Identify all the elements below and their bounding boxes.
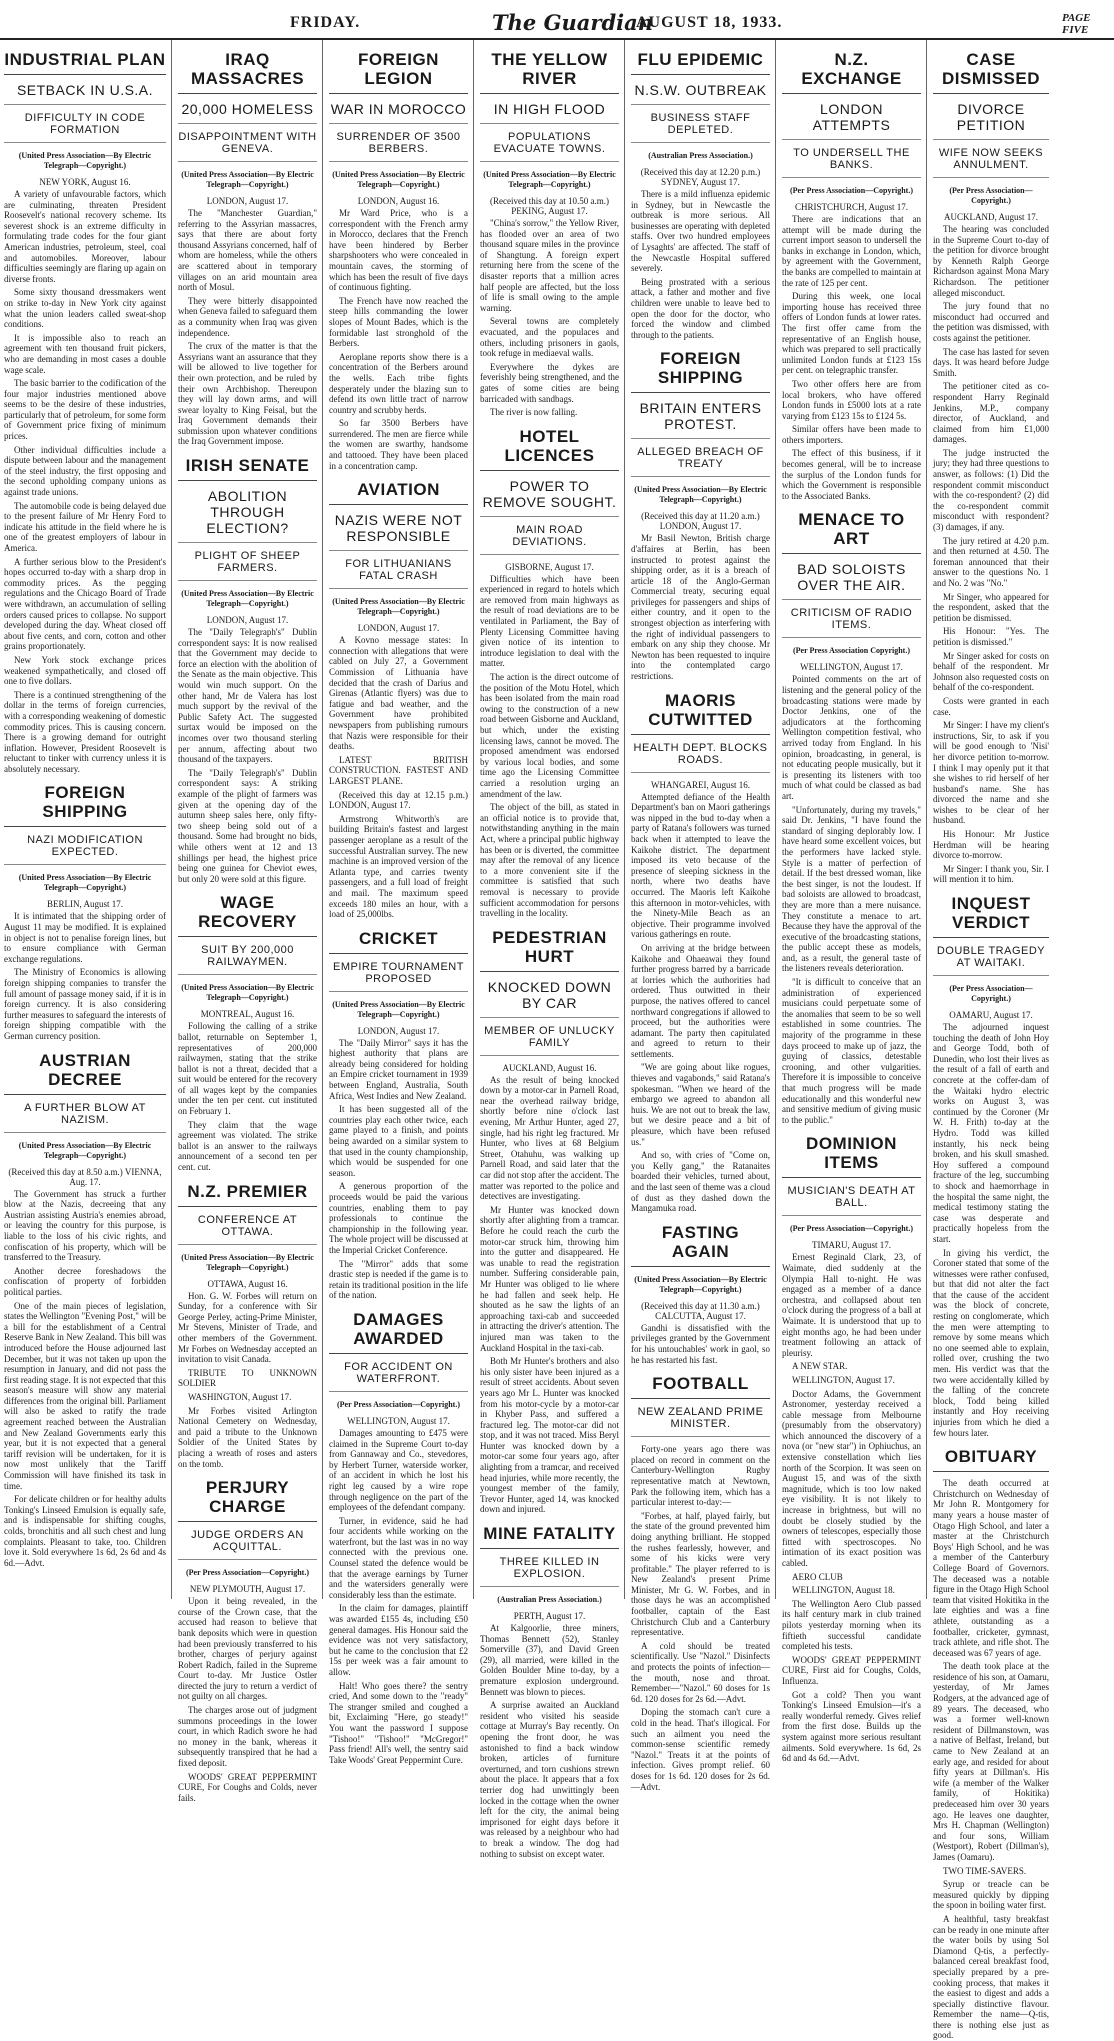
dateline: GISBORNE, August 17. — [505, 561, 594, 572]
story-paragraph: The adjourned inquest touching the death of John Hoy and George Todd, both of Dunedin, who lost their lives as the result of a fall of earth and concrete at the coffer-dam of the Waitaki hydro electric works on August 3, was continued by the Coroner (Mr W. H. Frith) to-day at the Hydro. Todd was killed instantly, his neck being broken, and his skull smashed. Hoy suffered a compound fracture of the leg, succumbing to shock and haemorrhage in the hospital the same night, the medical testimony stating the case was desperate and practically hopeless from the start. — [933, 1022, 1049, 1244]
dateline: CHRISTCHURCH, August 17. — [794, 202, 909, 212]
story-paragraph: During this week, one local importing house has received three offers of London funds at lower rates. The first offer came from the representative of an English house, which was prepared to sell practically unlimited London funds at £123 15s per cent. on telegraphic transfer. — [782, 291, 921, 376]
story-paragraph: The automobile code is being delayed due to the present failure of Mr Henry Ford to indicate his attitude in the field where he is one of the greatest employers of labour in America. — [4, 500, 166, 553]
story-paragraph: New York stock exchange prices weakened sympathetically, and closed off one to five dollars. — [4, 654, 166, 687]
story-headline: MAORIS CUTWITTED — [631, 691, 770, 735]
press-credit: (United Press Association—By Electric Telegraph—Copyright.) — [332, 597, 465, 617]
story-paragraph: Mr Singer asked for costs on behalf of the respondent. Mr Johnson also requested costs on behalf of the co-respondent. — [933, 650, 1049, 693]
story-body — [329, 208, 468, 471]
dateline: TIMARU, August 17. — [811, 1240, 891, 1251]
dateline: (Received this day at 10.50 a.m.) PEKING, August 17. — [490, 196, 609, 216]
dateline: BERLIN, August 17. — [46, 899, 123, 910]
press-credit: (Per Press Association—Copyright.) — [949, 984, 1033, 1004]
story-body — [631, 792, 770, 1214]
story-paragraph: The Government has struck a further blow at the Nazis, decreeing that any Austrian assisting Austria's enemies abroad, or leaving the country for this purpose, is liable to the loss of his civic rights, and confiscation of his property, which will be transferred to the Treasury. — [4, 1188, 166, 1263]
news-story — [329, 1310, 468, 1765]
story-paragraph: The Ministry of Economics is allowing foreign shipping companies to transfer the full amount of passage money said, if it is in foreign currency. It is also considering further measures to safeguard the interests of foreign shipping compatible with the German currency position. — [4, 967, 166, 1041]
story-body — [178, 1291, 317, 1470]
story-paragraph: There are indications that an attempt will be made during the current import season to undersell the banks in exchange in London, which, by agreement with the Government, the banks are compelled to maintain at the rate of 125 per cent. — [782, 214, 921, 288]
dateline: WHANGAREI, August 16. — [651, 779, 750, 790]
press-credit: (United Press Association—By Electric Telegraph—Copyright.) — [634, 485, 767, 505]
story-paragraph: Doping the stomach can't cure a cold in the head. That's illogical. For such an ailment you need the common-sense scientific remedy "Nazol." Treats it at the points of infection. Gives prompt relief. 60 doses for 1s 6d. 120 doses for 2s 6d.—Advt. — [631, 1707, 770, 1792]
story-paragraph: For delicate children or for healthy adults Tonking's Linseed Emulsion is equally safe, and is indispensable for shifting coughs, colds, bronchitis and all such chest and lung complaints. Pleasant to take, too. Children love it. Sold everywhere 1s 6d, 2s 6d and 4s 6d.—Advt. — [4, 1494, 166, 1568]
story-paragraph: The death occurred at Christchurch on Wednesday of Mr John R. Montgomery for many years a house master of Otago High School, and later a master at the Christchurch Boys' High School, and he was a member of the Canterbury College Board of Governors. The deceased was a notable figure in the Otago High School team that visited Hokitika in the late eighties and was a fine athlete, outstanding as a footballer, cricketer, gymnast, track athlete, and rifle shot. The deceased was 67 years of age. — [933, 1478, 1049, 1658]
press-credit: (Australian Press Association.) — [648, 151, 753, 160]
story-subhead: POPULATIONS EVACUATE TOWNS. — [480, 131, 619, 162]
story-paragraph: Damages amounting to £475 were claimed in the Supreme Court to-day from Gannaway and Co., stevedores, by Herbert Turner, waterside worker, of an accident in which he lost his right leg caused by a wire rope through negligence on the part of the employees of the defendant company. — [329, 1427, 468, 1513]
story-paragraph: Being prostrated with a serious attack, a father and mother and five children were unable to leave bed to open the door for the doctor, who forced the window and climbed through to the patients. — [631, 276, 770, 340]
story-body — [933, 224, 1049, 885]
story-paragraph: Two other offers here are from local brokers, who have offered London funds in £5000 lots at a rate varying from £123 15s to £124 5s. — [782, 378, 921, 421]
news-story — [178, 50, 317, 447]
story-subhead: ALLEGED BREACH OF TREATY — [631, 446, 770, 477]
story-subhead: DOUBLE TRAGEDY AT WAITAKI. — [933, 945, 1049, 976]
news-story — [933, 894, 1049, 1438]
story-paragraph: Aeroplane reports show there is a concentration of the Berbers around the wells. Each tribe fights desperately under the blazing sun to defend its own little tract of narrow country and scrubby herds. — [329, 351, 468, 415]
story-paragraph: On arriving at the bridge between Kaikohe and Ohaeawai they found further progress barred by a barricade at lorries which the authorities had ordered. Thus outwitted in their purpose, the natives offered to cancel northward congregations if allowed to proceed, but the authorities were adamant. The party then capitulated and agreed to return to their settlements. — [631, 942, 770, 1059]
dateline: NEW YORK, August 16. — [39, 177, 131, 187]
news-story — [4, 1051, 166, 1569]
story-headline: PEDESTRIAN HURT — [480, 928, 619, 972]
story-paragraph: Other individual difficulties include a dispute between labour and the management of the steel industry, the first opposing and the second upholding company unions as against trade unions. — [4, 444, 166, 498]
story-body — [329, 1038, 468, 1301]
story-subhead: BUSINESS STAFF DEPLETED. — [631, 112, 770, 143]
story-paragraph: It has been suggested all of the countries play each other twice, each game played to a finish, and points being awarded on a similar system to that used in the county championship, which would be suspended for one season. — [329, 1104, 468, 1178]
press-credit: (United Press Association—By Electric Telegraph—Copyright.) — [332, 999, 465, 1019]
story-paragraph: One of the main pieces of legislation, states the Wellington "Evening Post," will be a bill for the establishment of a Central Reserve Bank in New Zealand. This bill was introduced before the House adjourned last December, but it was not taken up upon the resumption in January, and did not pass the first reading stage. It is not expected that this season's measure will show any material differences from the original bill. Parliament will also be asked to ratify the trade agreement reached between the Australian and New Zealand Governments early this year, but it is not expected that a general tariff revision will be undertaken, for it is now most unlikely that the Tariff Commission will have finished its task in time. — [4, 1300, 166, 1491]
dateline: (Received this day at 8.50 a.m.) VIENNA, Aug. 17. — [8, 1166, 162, 1187]
story-headline: INQUEST VERDICT — [933, 894, 1049, 938]
story-paragraph: Following the calling of a strike ballot, returnable on September 1, representatives of 200,000 railwaymen, stating that the strike ballot is not a threat, decided that a suit would be entered for the recovery of all wages kept by the companies under the ten per cent. cut instituted on February 1. — [178, 1021, 317, 1117]
story-paragraph: Upon it being revealed, in the course of the Crown case, that the accused had reason to believe that bank deposits which were in question had been previously transferred to his brother, charges of perjury against Robert Radich, failed in the Supreme Court to-day. Mr Justice Ostler directed the jury to return a verdict of not guilty on all charges. — [178, 1596, 317, 1702]
press-credit: (Per Press Association—Copyright.) — [789, 1224, 914, 1234]
newspaper-column — [927, 40, 1054, 2041]
story-body — [4, 189, 166, 774]
story-headline: IRISH SENATE — [178, 456, 317, 481]
story-paragraph: A generous proportion of the proceeds would be paid the various countries, enabling them to pay professionals to continue the championship in the following year. The whole project will be discussed at the Imperial Cricket Conference. — [329, 1181, 468, 1255]
press-credit: (United Press Association—By Electric Telegraph—Copyright.) — [483, 170, 616, 189]
story-paragraph: The "Manchester Guardian," referring to the Assyrian massacres, says that there are about forty thousand Assyrians concerned, half of whom are homeless, while the others are scattered about in temporary villages on an arid mountain area north of Mosul. — [178, 208, 317, 293]
story-headline: N.Z. PREMIER — [178, 1182, 317, 1207]
story-headline: WAGE RECOVERY — [178, 893, 317, 937]
story-paragraph: Syrup or treacle can be measured quickly by dipping the spoon in boiling water first. — [933, 1879, 1049, 1911]
story-body — [178, 627, 317, 884]
story-body — [480, 1075, 619, 1515]
story-subhead: PLIGHT OF SHEEP FARMERS. — [178, 550, 317, 581]
story-subhead: FOR ACCIDENT ON WATERFRONT. — [329, 1361, 468, 1392]
story-subhead: FOR LITHUANIANS FATAL CRASH — [329, 558, 468, 589]
story-body — [329, 635, 468, 919]
story-paragraph: Attempted defiance of the Health Department's ban on Maori gatherings was nipped in the bud to-day when a party of Ratana's followers was turned back when it attempted to leave the Kaikohe district. The department imposed its veto because of the presence of sleeping sickness in the north, where two deaths have occurred. The Maoris left Kaikohe this afternoon in motor-vehicles, with the Ninety-Mile Beach as an objective. Their programme involved various gatherings en route. — [631, 791, 770, 940]
story-paragraph: The death took place at the residence of his son, at Oamaru, yesterday, of Mr James Rodgers, at the advanced age of 89 years. The deceased, who was a former well-known resident of Dillmanstown, was a native of Belfast, Ireland, but came to New Zealand at an early age, and resided for about fifty years at Dillman's. His wife (a member of the Walker family, of Hokitika) predeceased him over 30 years ago. He leaves one daughter, Mrs H. Chapman (Wellington) and four sons, William (Westport), Robert (Dillman's), James (Oamaru). — [933, 1661, 1049, 1862]
newspaper-title: The Guardian — [492, 10, 653, 35]
story-body — [480, 1623, 619, 1859]
story-headline: N.Z. EXCHANGE — [782, 50, 921, 94]
story-paragraph: Everywhere the dykes are feverishly being strengthened, and the gates of some cities are being barricaded with sandbags. — [480, 361, 619, 404]
story-paragraph: Similar offers have been made to others importers. — [782, 424, 921, 445]
story-subhead: SUIT BY 200,000 RAILWAYMEN. — [178, 944, 317, 975]
story-paragraph: Mr Hunter was knocked down shortly after alighting from a tramcar. Before he could reach the curb the motor-car struck him, throwing him into the gutter and disappeared. He was unable to read the registration number. Suffering considerable pain, Mr Hunter was obliged to lie where he had fallen and seek help. He shouted as he saw the lights of an approaching taxi-cab and succeeded in attracting the driver's attention. The injured man was taken to the Auckland Hospital in the taxi-cab. — [480, 1204, 619, 1353]
story-body — [329, 1428, 468, 1765]
news-story — [178, 893, 317, 1172]
story-subhead: DISAPPOINTMENT WITH GENEVA. — [178, 131, 317, 162]
press-credit: (United Press Association—By Electric Telegraph—Copyright.) — [18, 873, 152, 893]
story-paragraph: The jury found that no misconduct had occurred and the petition was dismissed, with costs against the petitioner. — [933, 301, 1049, 343]
story-paragraph: His Honour: "Yes. The petition is dismissed." — [933, 626, 1049, 647]
newspaper-page — [0, 40, 1114, 2041]
story-headline: MENACE TO ART — [782, 510, 921, 554]
story-paragraph: LATEST BRITISH CONSTRUCTION. FASTEST AND LARGEST PLANE. — [329, 754, 468, 786]
news-story — [782, 50, 921, 501]
dateline: LONDON, August 17. — [357, 1025, 440, 1036]
story-paragraph: Mr Singer, who appeared for the respondent, asked that the petition be dismissed. — [933, 591, 1049, 623]
story-paragraph: The Wellington Aero Club passed its half century mark in club trained pilots yesterday morning when its fiftieth successful candidate completed his tests. — [782, 1598, 921, 1652]
story-paragraph: The "Daily Telegraph's" Dublin correspondent says: It is now realised that the Government may decide to force an election with the abolition of the Senate as the main objective. This would win much support. On the other hand, Mr de Valera has lost much support by the revival of the Public Safety Act. The suggested surtax would be imposed on the incomes over two thousand sterling per annum, affecting about two thousand of the taxpayers. — [178, 627, 317, 765]
dateline: OAMARU, August 17. — [949, 1010, 1033, 1021]
story-paragraph: A variety of unfavourable factors, which are culminating, threaten President Roosevelt's national recovery scheme. Its severest shock is an extreme difficulty in formulating trade codes for the four giant American industries, petroleum, steel, coal and automobiles. Moreover, labour difficulties seemingly are flaring up again on diverse fronts. — [4, 189, 166, 284]
story-paragraph: And so, with cries of "Come on, you Kelly gang," the Ratanaites boarded their vehicles, turned about, and the last seen of theme was a cloud of dust as they dashed down the Mangamuka road. — [631, 1150, 770, 1214]
story-paragraph: The French have now reached the steep hills commanding the lower slopes of Mount Bades, which is the formidable last stronghold of the Berbers. — [329, 295, 468, 349]
dateline: AUCKLAND, August 17. — [943, 212, 1038, 222]
story-headline: INDUSTRIAL PLAN — [4, 50, 166, 75]
story-subhead: CONFERENCE AT OTTAWA. — [178, 1214, 317, 1245]
story-paragraph: WOODS' GREAT PEPPERMINT CURE, For Coughs and Colds, never fails. — [178, 1771, 317, 1803]
story-body — [782, 674, 921, 1125]
story-body — [4, 911, 166, 1041]
story-paragraph: Another decree foreshadows the confiscation of property of forbidden political parties. — [4, 1265, 166, 1297]
story-paragraph: The river is now falling. — [490, 407, 578, 418]
story-subhead: HEALTH DEPT. BLOCKS ROADS. — [631, 742, 770, 773]
story-paragraph: "China's sorrow," the Yellow River, has flooded over an area of two thousand square miles in the province of Shangtung. A foreign expert returning here from the scene of the disaster reports that a million acres half people are affected, but the loss of life is small owing to the ample warning. — [480, 218, 619, 313]
story-paragraph: Both Mr Hunter's brothers and also his only sister have been injured as a result of street accidents. About seven years ago Mr L. Hunter was knocked from his motor-cycle by a motor-car in Khyber Pass, and suffered a fractured leg. The motor-car did not stop, and it was not traced. Miss Beryl Hunter was knocked down by a motor-car some four years ago, after alighting from a tramcar, and received head injuries, while more recently, the youngest member of the family, Trevor Hunter, aged 14, was knocked down and injured. — [480, 1356, 619, 1515]
story-paragraph: Forty-one years ago there was placed on record in comment on the Canterbury-Wellington Rugby representative match at Newtown, Park the following item, which has a particular interest to-day:— — [631, 1444, 770, 1508]
story-paragraph: So far 3500 Berbers have surrendered. The men are fierce while the women are swarthy, handsome and tattooed. They have been placed in a concentration camp. — [329, 418, 468, 471]
news-story — [178, 1478, 317, 1803]
story-paragraph: Mr Singer: I thank you, Sir. I will mention it to him. — [933, 863, 1049, 885]
story-subhead: WAR IN MOROCCO — [329, 101, 468, 124]
news-story — [933, 1447, 1049, 2041]
news-story — [631, 1223, 770, 1365]
story-body — [178, 208, 317, 447]
story-subhead: LONDON ATTEMPTS — [782, 101, 921, 140]
story-paragraph: Mr Ward Price, who is a correspondent with the French army in Morocco, declares that the French have been hindered by Berber sharpshooters who were concealed in mountain caves, the storming of which has been the result of five days of continuous fighting. — [329, 208, 468, 293]
story-subhead: JUDGE ORDERS AN ACQUITTAL. — [178, 1529, 317, 1560]
story-subhead: DIFFICULTY IN CODE FORMATION — [4, 112, 166, 143]
story-subhead: BRITAIN ENTERS PROTEST. — [631, 400, 770, 439]
press-credit: (United Press Association—By Electric Telegraph—Copyright.) — [181, 170, 314, 189]
story-subhead: ABOLITION THROUGH ELECTION? — [178, 488, 317, 543]
newspaper-column — [474, 40, 625, 1859]
story-headline: FOREIGN SHIPPING — [4, 783, 166, 827]
story-paragraph: The crux of the matter is that the Assyrians want an assurance that they will be allowed to live together for their own protection, and be ruled by their own Archbishop. Thereupon they will lay down arms, and will swear loyalty to King Feisal, but the Iraq Government demands their submission upon whatever conditions the Iraq Government impose. — [178, 341, 317, 447]
news-story — [329, 929, 468, 1301]
story-paragraph: Mr Singer: I have my client's instructions, Sir, to ask if you will be good enough to 'Nisi' her divorce petition to-morrow. I think I may openly put it that she wishes to rid herself of her husband's name. She has divorced the name and she wishes to be clear of her husband. — [933, 720, 1049, 826]
news-story — [631, 691, 770, 1214]
story-subhead: NAZIS WERE NOT RESPONSIBLE — [329, 512, 468, 551]
story-headline: CASE DISMISSED — [933, 50, 1049, 94]
story-paragraph: Some sixty thousand dressmakers went on strike to-day in New York city against what the union leaders called sweat-shop conditions. — [4, 287, 166, 330]
dateline: LONDON, August 17. — [357, 623, 440, 634]
story-headline: MINE FATALITY — [480, 1524, 619, 1549]
story-paragraph: The petitioner cited as co-respondent Harry Reginald Jenkins, M.P., company director, of Auckland, and claimed from him £1,000 damages. — [933, 381, 1049, 445]
dateline: OTTAWA, August 16. — [207, 1278, 288, 1289]
dateline: LONDON, August 17. — [206, 615, 289, 626]
story-paragraph: There is a mild influenza epidemic in Sydney, but in Newcastle the outbreak is more serious. All businesses are operating with depleted staffs. Over two hundred employees of Lysaghts' are affected. The staff of the Newcastle Hospital suffered severely. — [631, 189, 770, 274]
press-credit: (United Press Association—By Electric Telegraph—Copyright.) — [634, 1274, 767, 1294]
story-paragraph: The basic barrier to the codification of the four major industries mentioned above seems to be the desire of these industries, particularly that of petroleum, for some form of Government price fixing of minimum prices. — [4, 378, 166, 442]
dateline: MONTREAL, August 16. — [200, 1009, 295, 1020]
story-subhead: MUSICIAN'S DEATH AT BALL. — [782, 1185, 921, 1216]
dateline: NEW PLYMOUTH, August 17. — [189, 1584, 306, 1595]
story-paragraph: The charges arose out of judgment summons proceedings in the lower court, in which Radich swore he had no money in the bank, whereas it subsequently transpired that he had a fixed deposit. — [178, 1705, 317, 1769]
story-paragraph: The "Mirror" adds that some drastic step is needed if the game is to retain its traditional position in the life of the nation. — [329, 1258, 468, 1301]
story-paragraph: AERO CLUB — [792, 1571, 843, 1582]
story-paragraph: A Kovno message states: In connection with allegations that were cabled on July 27, a Government Commission of Lithuania have decided that the crash of Darius and Girenas (Atlantic flyers) was due to fatigue and bad weather, and the Government have prohibited newspapers from publishing rumours that Nazis were responsible for their deaths. — [329, 635, 468, 752]
story-paragraph: The "Daily Mirror" says it has the highest authority that plans are already being considered for holding an Empire cricket tournament in 1939 between England, Australia, South Africa, West Indies and New Zealand. — [329, 1037, 468, 1101]
story-paragraph: The "Daily Telegraph's" Dublin correspondent says: A striking example of the plight of farmers was given at the opening day of the autumn sheep sales here, only fifty-two sheep being sold out of a thousand. Some had brought no bids, while others went at 12 and 13 shillings per head, the highest price being one guinea for Cheviot ewes, but only 20 were sold at this figure. — [178, 767, 317, 884]
story-body — [631, 1323, 770, 1365]
dateline: WELLINGTON, August 17. — [800, 662, 903, 673]
news-story — [631, 349, 770, 681]
story-paragraph: The judge instructed the jury; they had three questions to answer, as follows: (1) Did the respondent commit misconduct with the co-respondent? (2) did the co-respondent commit misconduct with respondent? (3) damages, if any. — [933, 447, 1049, 533]
news-story — [480, 50, 619, 418]
story-subhead: THREE KILLED IN EXPLOSION. — [480, 1556, 619, 1587]
dateline: WELLINGTON, August 17. — [347, 1415, 450, 1426]
story-headline: THE YELLOW RIVER — [480, 50, 619, 94]
story-subhead: 20,000 HOMELESS — [178, 101, 317, 124]
story-paragraph: Gandhi is dissatisfied with the privileges granted by the Government for his untouchables' work in gaol, so he has restarted his fast. — [631, 1322, 770, 1365]
story-paragraph: TRIBUTE TO UNKNOWN SOLDIER — [178, 1367, 317, 1389]
news-story — [4, 783, 166, 1041]
story-paragraph: The hearing was concluded in the Supreme Court to-day of the petition for divorce brought by Kenneth Ralph George Richardson against Mona Mary Richardson. The petitioner alleged misconduct. — [933, 224, 1049, 298]
story-paragraph: As the result of being knocked down by a motor-car in Parnell Road, near the overhead railway bridge, shortly before nine o'clock last evening, Mr Arthur Hunter, aged 27, single, had his right leg fractured. Mr Hunter, who lives at 68 Belgium Street, Otahuhu, was walking up Parnell Road, and said later that the car did not stop after the accident. The matter was reported to the police and detectives are investigating. — [480, 1074, 619, 1202]
story-paragraph: TWO TIME-SAVERS. — [943, 1865, 1027, 1876]
story-paragraph: Halt! Who goes there? the sentry cried, And some down to the "ready" The stranger smiled and coughed a bit, Exclaiming "Here, go steady!" You want the password I suppose "Tishoo!" "Tishoo!" "McGregor!" Pass friend! All's well, the sentry said Take Woods' Great Peppermint Cure. — [329, 1680, 468, 1765]
story-paragraph: The jury retired at 4.20 p.m. and then returned at 4.50. The foreman announced that their answer to the questions No. 1 and No. 2 was "No." — [933, 535, 1049, 588]
story-paragraph: Ernest Reginald Clark, 23, of Waimate, died suddenly at the Olympia Hall to-night. He was engaged as a member of a dance orchestra, and collapsed about ten o'clock during the progress of a ball at Waimate. It is understood that up to eight months ago, he had been under treatment following an attack of pleurisy. — [782, 1252, 921, 1358]
story-paragraph: Armstrong Whitworth's are building Britain's fastest and largest passenger aeroplane as a result of the successful Australian survey. The new machine is an improved version of the Atlanta type, and carries twenty passengers, and a full load of freight and mail. The maximum speed exceeds 180 miles an hour, with a load of 25,000lbs. — [329, 813, 468, 920]
story-paragraph: "Forbes, at half, played fairly, but the state of the ground prevented him doing anything brilliant. He stopped the rushes fearlessly, however, and some of his kicks were very profitable." The player referred to is New Zealand's present Prime Minister, Mr G. W. Forbes, and in those days he was an accomplished footballer, captain of the East Christchurch Club and a Canterbury representative. — [631, 1510, 770, 1638]
story-headline: DAMAGES AWARDED — [329, 1310, 468, 1354]
story-body — [480, 574, 619, 919]
story-paragraph: A surprise awaited an Auckland resident who visited his seaside cottage at Murray's Bay recently. On opening the front door, he was astonished to find a back window broken, articles of furniture overturned, and torn cushions strewn about the place. It appears that a fox terrier dog had unwittingly been locked in the cottage when the owner left for the city, the animal being imprisoned for eight days before it was released by a neighbour who had to break a window. The dog had nothing to subsist on except water. — [480, 1700, 619, 1859]
story-body — [631, 533, 770, 681]
story-paragraph: Mr Forbes visited Arlington National Cemetery on Wednesday, and paid a tribute to the Unknown Soldier of the United States by placing a wreath of roses and asters on the tomb. — [178, 1405, 317, 1469]
dateline: LONDON, August 17. — [206, 196, 289, 206]
story-subhead: BAD SOLOISTS OVER THE AIR. — [782, 561, 921, 600]
news-story — [480, 928, 619, 1515]
news-story — [782, 510, 921, 1125]
story-headline: IRAQ MASSACRES — [178, 50, 317, 94]
dateline: (Received this day at 11.20 a.m.) LONDON, August 17. — [641, 511, 760, 532]
news-story — [480, 427, 619, 919]
story-subhead: IN HIGH FLOOD — [480, 101, 619, 124]
story-paragraph: Doctor Adams, the Government Astronomer, yesterday received a cable message from Melbourne (presumably from the observatory) which announced the discovery of a nova (or "new star") in Ophiuchus, an extensive constellation which lies north of the Scorpion. It was seen on August 15, and was of the sixth magnitude, which is too low naked eye visibility. It is not likely to increase in brightness, but will no doubt be closely studied by the owners of telescopes, especially those fitted with spectroscopes. No intimation of its exact position was cabled. — [782, 1388, 921, 1568]
story-subhead: SURRENDER OF 3500 BERBERS. — [329, 131, 468, 162]
press-credit: (Per Press Association—Copyright.) — [336, 1399, 461, 1409]
story-paragraph: A NEW STAR. — [792, 1361, 848, 1372]
press-credit: (United Press Association—By Electric Telegraph—Copyright.) — [181, 983, 314, 1003]
story-subhead: WIFE NOW SEEKS ANNULMENT. — [933, 147, 1049, 178]
story-paragraph: It is intimated that the shipping order of August 11 may be modified. It is explained in object is not to penalise foreign lines, but to ensure compliance with German exchange regulations. — [4, 911, 166, 964]
page-number: PAGE FIVE — [1062, 12, 1091, 36]
masthead-date: AUGUST 18, 1933. — [636, 14, 783, 31]
story-headline: OBITUARY — [933, 1447, 1049, 1472]
story-body — [178, 1021, 317, 1172]
story-paragraph: "It is difficult to conceive that an administration of experienced musicians could perpetuate some of the anomalies that seem to be so well established in some countries. The majority of the programme in these days proceed to make up of jazz, the guying of classics, detestable crooning, and other vulgarities. Therefore it is impossible to conceive that much progress will be made educationally and this wonderful new and sensitive medium of giving music to the public." — [782, 977, 921, 1125]
newspaper-column — [776, 40, 927, 1764]
story-body — [631, 189, 770, 340]
masthead — [0, 0, 1114, 40]
story-headline: PERJURY CHARGE — [178, 1478, 317, 1522]
story-paragraph: Several towns are completely evacuated, and the populaces and others, including prisoners in gaols, took refuge in mediaeval walls. — [480, 316, 619, 359]
story-paragraph: Hon. G. W. Forbes will return on Sunday, for a conference with Sir George Perley, acting-Prime Minister, Mr Stevens, Minister of Trade, and other members of the Government. Mr Forbes on Wednesday accepted an invitation to visit Canada. — [178, 1290, 317, 1365]
story-body — [782, 1252, 921, 1763]
masthead-day: FRIDAY. — [290, 14, 361, 31]
story-body — [4, 1189, 166, 1569]
news-story — [631, 1374, 770, 1792]
press-credit: (United Press Association—By Electric Telegraph—Copyright.) — [181, 1252, 314, 1272]
dateline: (Received this day at 11.30 a.m.) CALCUTTA, August 17. — [641, 1300, 760, 1321]
story-subhead: TO UNDERSELL THE BANKS. — [782, 147, 921, 178]
story-paragraph: The effect of this business, if it becomes general, will be to increase the surplus of the London funds for which the Government is responsible to the Associated Banks. — [782, 448, 921, 501]
story-body — [631, 1444, 770, 1792]
story-subhead: A FURTHER BLOW AT NAZISM. — [4, 1102, 166, 1133]
story-headline: FASTING AGAIN — [631, 1223, 770, 1267]
story-headline: FOREIGN SHIPPING — [631, 349, 770, 393]
story-paragraph: His Honour: Mr Justice Herdman will be hearing divorce to-morrow. — [933, 829, 1049, 861]
story-headline: HOTEL LICENCES — [480, 427, 619, 471]
story-paragraph: Pointed comments on the art of listening and the general policy of the broadcasting stations were made by Doctor Jenkins, one of the adjudicators at the forthcoming Wellington competition festival, who arrived today from England. In his opinion, broadcasting, in general, is not educating people musically, but it is presenting its listeners with too much of what could be classed as bad art. — [782, 674, 921, 801]
story-body — [782, 214, 921, 501]
story-headline: DOMINION ITEMS — [782, 1134, 921, 1178]
story-headline: AVIATION — [329, 480, 468, 505]
story-body — [178, 1596, 317, 1803]
news-story — [631, 50, 770, 340]
story-paragraph: Difficulties which have been experienced in regard to hotels which are removed from main highways as the result of road deviations are to be ventilated in Parliament, the Bay of Plenty Licensing Committee having given notice of its intention to introduce legislation to deal with the matter. — [480, 573, 619, 669]
story-paragraph: Turner, in evidence, said he had four accidents while working on the waterfront, but the last was in no way connected with the previous one. Counsel stated the defence would be that the average earnings by Turner and the watersiders generally were considerably less than the estimate. — [329, 1515, 468, 1600]
newspaper-column — [172, 40, 323, 1803]
story-paragraph: (Received this day at 12.15 p.m.) LONDON, August 17. — [329, 789, 468, 811]
press-credit: (United Press Association—By Electric Telegraph—Copyright.) — [18, 1140, 152, 1160]
story-paragraph: They were bitterly disappointed when Geneva failed to safeguard them as a community when Iraq was given independence. — [178, 295, 317, 338]
press-credit: (United Press Association—By Electric Telegraph—Copyright.) — [181, 589, 314, 609]
story-paragraph: A cold should be treated scientifically. Use "Nazol." Disinfects and protects the points of infection—the mouth, nose and throat. Remember—"Nazol." 60 doses for 1s 6d. 120 doses for 2s 6d.—Advt. — [631, 1640, 770, 1704]
story-headline: AUSTRIAN DECREE — [4, 1051, 166, 1095]
news-story — [933, 50, 1049, 885]
story-subhead: NAZI MODIFICATION EXPECTED. — [4, 834, 166, 865]
story-paragraph: Mr Basil Newton, British charge d'affaires at Berlin, has been instructed to protest against the shipping order, as it is a breach of article 18 of the Anglo-German Commercial treaty, securing equal privileges for passengers and ships of either country, and it open to the strongest objection as interfering with the right of individual passengers to embark on any ship they choose. Mr Newton has been requested to inquire into the contemplated cargo restrictions. — [631, 533, 770, 682]
story-subhead: N.S.W. OUTBREAK — [631, 82, 770, 105]
news-story — [329, 50, 468, 471]
story-headline: CRICKET — [329, 929, 468, 954]
press-credit: (Per Press Association—Copyright.) — [949, 186, 1033, 205]
story-subhead: DIVORCE PETITION — [933, 101, 1049, 140]
press-credit: (United Press Association—By Electric Telegraph—Copyright.) — [18, 151, 152, 170]
news-story — [329, 480, 468, 919]
story-body — [480, 218, 619, 418]
story-subhead: EMPIRE TOURNAMENT PROPOSED — [329, 961, 468, 992]
news-story — [480, 1524, 619, 1859]
story-paragraph: At Kalgoorlie, three miners, Thomas Bennett (52), Stanley Somerville (37), and David Green (29), all married, were killed in the Golden Boulder Mine to-day, by a premature explosion underground. Bennett was blown to pieces. — [480, 1623, 619, 1697]
press-credit: (United Press Association—By Electric Telegraph—Copyright.) — [332, 170, 465, 189]
news-story — [178, 1182, 317, 1470]
story-paragraph: WELLINGTON, August 17. — [792, 1374, 895, 1385]
story-subhead: CRITICISM OF RADIO ITEMS. — [782, 607, 921, 638]
dateline: AUCKLAND, August 16. — [502, 1062, 597, 1073]
story-paragraph: A healthful, tasty breakfast can be ready in one minute after the water boils by using Sol Diamond Q-tis, a perfectly-balanced cereal breakfast food, specially prepared by a pre-cooking process, that makes it the easiest to digest and adds a specially distinctive flavour. Remember the name—Q-tis, there is nothing else just as good. — [933, 1913, 1049, 2041]
story-subhead: POWER TO REMOVE SOUGHT. — [480, 478, 619, 517]
newspaper-column — [625, 40, 776, 1792]
news-story — [4, 50, 166, 774]
news-story — [178, 456, 317, 884]
story-paragraph: WELLINGTON, August 18. — [792, 1585, 895, 1596]
press-credit: (Per Press Association—Copyright.) — [185, 1568, 310, 1578]
story-body — [933, 1022, 1049, 1438]
story-subhead: MEMBER OF UNLUCKY FAMILY — [480, 1025, 619, 1056]
story-subhead: NEW ZEALAND PRIME MINISTER. — [631, 1406, 770, 1437]
dateline: PERTH, August 17. — [513, 1611, 586, 1622]
newspaper-column — [323, 40, 474, 1765]
story-paragraph: The case has lasted for seven days. It was heard before Judge Smith. — [933, 346, 1049, 378]
dateline: LONDON, August 16. — [357, 196, 440, 206]
story-paragraph: WOODS' GREAT PEPPERMINT CURE, First aid for Coughs, Colds, Influenza. — [782, 1654, 921, 1686]
story-paragraph: It is impossible also to reach an agreement with ten thousand fruit pickers, who are demanding in most cases a double wage scale. — [4, 332, 166, 375]
story-paragraph: They claim that the wage agreement was violated. The strike ballot is an answer to the railways announcement of a second ten per cent. cut. — [178, 1119, 317, 1173]
story-paragraph: The action is the direct outcome of the position of the Motu Hotel, which has been isolated from the main road owing to the construction of a new road between Gisborne and Auckland, but which, under the existing licensing laws, cannot be moved. The proposed amendment was endorsed by various local bodies, and some time ago the Licensing Committee carried a resolution urging an amendment of the law. — [480, 672, 619, 799]
story-paragraph: "We are going about like rogues, thieves and vagabonds," said Ratana's spokesman. "When we heard of the embargo we agreed to abandon all huis. We are not out to break the law, but we desire peace and a bit of pleasure, which have been refused us." — [631, 1062, 770, 1147]
story-paragraph: A further serious blow to the President's hopes occurred to-day with a sharp drop in commodity prices. As the pegging regulations and the Chicago Board of Trade were withdrawn, an accumulation of selling orders caused prices to collapse. No support developed during the day. Wheat closed off about five cents, and corn, cotton and other grains proportionately. — [4, 556, 166, 652]
story-headline: FLU EPIDEMIC — [631, 50, 770, 75]
story-paragraph: Costs were granted in each case. — [933, 695, 1049, 717]
press-credit: (Australian Press Association.) — [497, 1595, 602, 1605]
story-paragraph: "Unfortunately, during my travels," said Dr. Jenkins, "I have found the standard of singing deplorably low. I have heard some excellent voices, but the performers have lacked style. Style is a matter of perfection of detail. If the best dressed woman, like the best singer, is not the loudest. If bad soloists are allowed to broadcast, they are more than a mere nuisance. They constitute a menace to art. Because they have the approval of the executive of the broadcasting stations, the public accept these as models, and, as a result, the general taste of the listeners reveals deterioration. — [782, 804, 921, 974]
newspaper-column — [0, 40, 172, 1599]
story-paragraph: Got a cold? Then you want Tonking's Linseed Emulsion—it's a really wonderful remedy. Gives relief from the first dose. Builds up the system against more serious resultant ailments. Sold everywhere. 1s 6d, 2s 6d and 4s 6d.—Advt. — [782, 1689, 921, 1764]
story-subhead: KNOCKED DOWN BY CAR — [480, 979, 619, 1018]
press-credit: (Per Press Association—Copyright.) — [789, 186, 914, 195]
story-body — [933, 1478, 1049, 2041]
story-paragraph: WASHINGTON, August 17. — [188, 1391, 292, 1402]
story-headline: FOREIGN LEGION — [329, 50, 468, 94]
story-paragraph: In the claim for damages, plaintiff was awarded £155 4s, including £50 general damages. His Honour said the evidence was not very satisfactory, but he came to the conclusion that £2 15s per week was a fair amount to allow. — [329, 1603, 468, 1677]
story-headline: FOOTBALL — [631, 1374, 770, 1399]
story-subhead: SETBACK IN U.S.A. — [4, 82, 166, 105]
story-paragraph: There is a continued strengthening of the dollar in the terms of foreign currencies, with a corresponding weakening of domestic commodity prices. This is causing concern. There is a growing demand for outright inflation. However, President Roosevelt is reluctant to tinker with currency unless it is absolutely necessary. — [4, 689, 166, 774]
story-paragraph: The object of the bill, as stated in an official notice is to provide that, notwithstanding anything in the main Act, where a principal public highway has been or is diverted, the committee may after the removal of any licence to a more convenient site if the committee is satisfied that such removal is necessary to provide sufficient accommodation for persons travelling in the locality. — [480, 802, 619, 919]
dateline: (Received this day at 12.20 p.m.) SYDNEY, August 17. — [640, 167, 761, 187]
story-subhead: MAIN ROAD DEVIATIONS. — [480, 524, 619, 555]
story-paragraph: In giving his verdict, the Coroner stated that some of the witnesses were rather confused, but that did not alter the fact that the cause of the accident was the block of concrete, resting on conglomerate, which the men were attempting to remove by some means which no one seemed able to explain, rolled over, crushing the two men. His verdict was that the two were accidentally killed by the falling of the concrete block, Todd being killed instantly and Hoy receiving injuries from which he died a few hours later. — [933, 1247, 1049, 1438]
news-story — [782, 1134, 921, 1763]
press-credit: (Per Press Association Copyright.) — [792, 646, 911, 656]
